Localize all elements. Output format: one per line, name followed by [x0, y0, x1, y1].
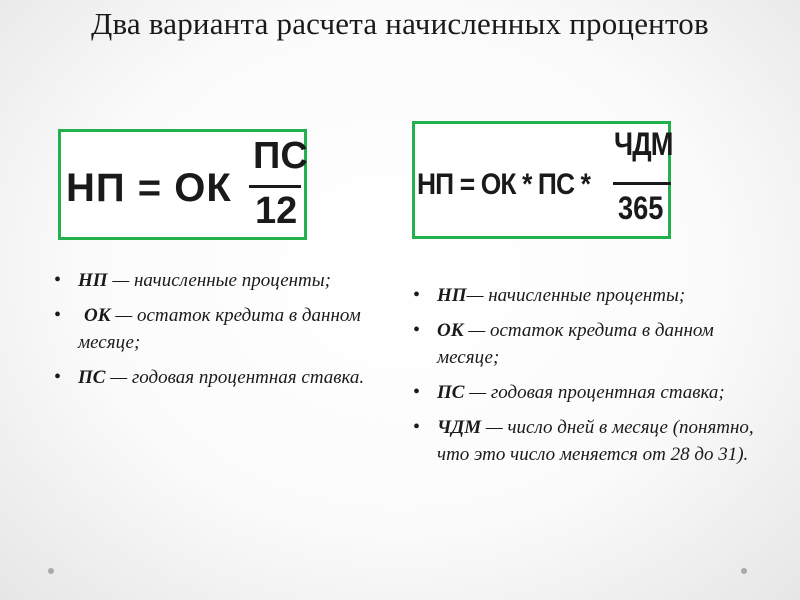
- list-item: [50, 267, 385, 294]
- term: ЧДМ: [437, 417, 482, 438]
- term: ОК: [437, 320, 464, 341]
- list-item: [409, 282, 754, 309]
- left-definitions-list: [50, 267, 385, 399]
- list-item: [409, 379, 754, 406]
- definition: — годовая процентная ставка;: [464, 382, 725, 403]
- fraction-bar: [613, 182, 671, 185]
- formula-monthly-box: [58, 129, 307, 240]
- list-item: [50, 302, 385, 356]
- definition: — остаток кредита в данном месяце;: [78, 305, 361, 353]
- formula-daily-numerator: ЧДМ: [614, 126, 673, 162]
- right-definitions-list: [409, 282, 754, 476]
- formula-daily-denominator: 365: [618, 190, 664, 226]
- list-item: [50, 364, 385, 391]
- list-item: [409, 317, 754, 371]
- definition: — начисленные проценты;: [107, 270, 331, 291]
- corner-dot: [48, 568, 54, 574]
- definition: — число дней в месяце (понятно, что это число меняется от 28 до 31).: [437, 417, 754, 465]
- term: ПС: [78, 367, 106, 388]
- formula-daily-box: [412, 121, 671, 239]
- term: НП: [437, 285, 467, 306]
- formula-monthly-denominator: 12: [255, 190, 298, 232]
- term: ОК: [84, 305, 111, 326]
- formula-monthly-numerator: ПС: [253, 135, 308, 177]
- list-item: [409, 414, 754, 468]
- term: НП: [78, 270, 108, 291]
- formula-daily-lhs: НП = ОК * ПС *: [417, 168, 591, 201]
- fraction-bar: [249, 185, 301, 188]
- definition: — остаток кредита в данном месяце;: [437, 320, 714, 368]
- corner-dot: [741, 568, 747, 574]
- term: ПС: [437, 382, 465, 403]
- definition: — начисленные проценты;: [466, 285, 686, 306]
- definition: — годовая процентная ставка.: [105, 367, 365, 388]
- formula-monthly-lhs: НП = ОК: [66, 166, 232, 210]
- slide-title: Два варианта расчета начисленных процентов: [91, 6, 709, 41]
